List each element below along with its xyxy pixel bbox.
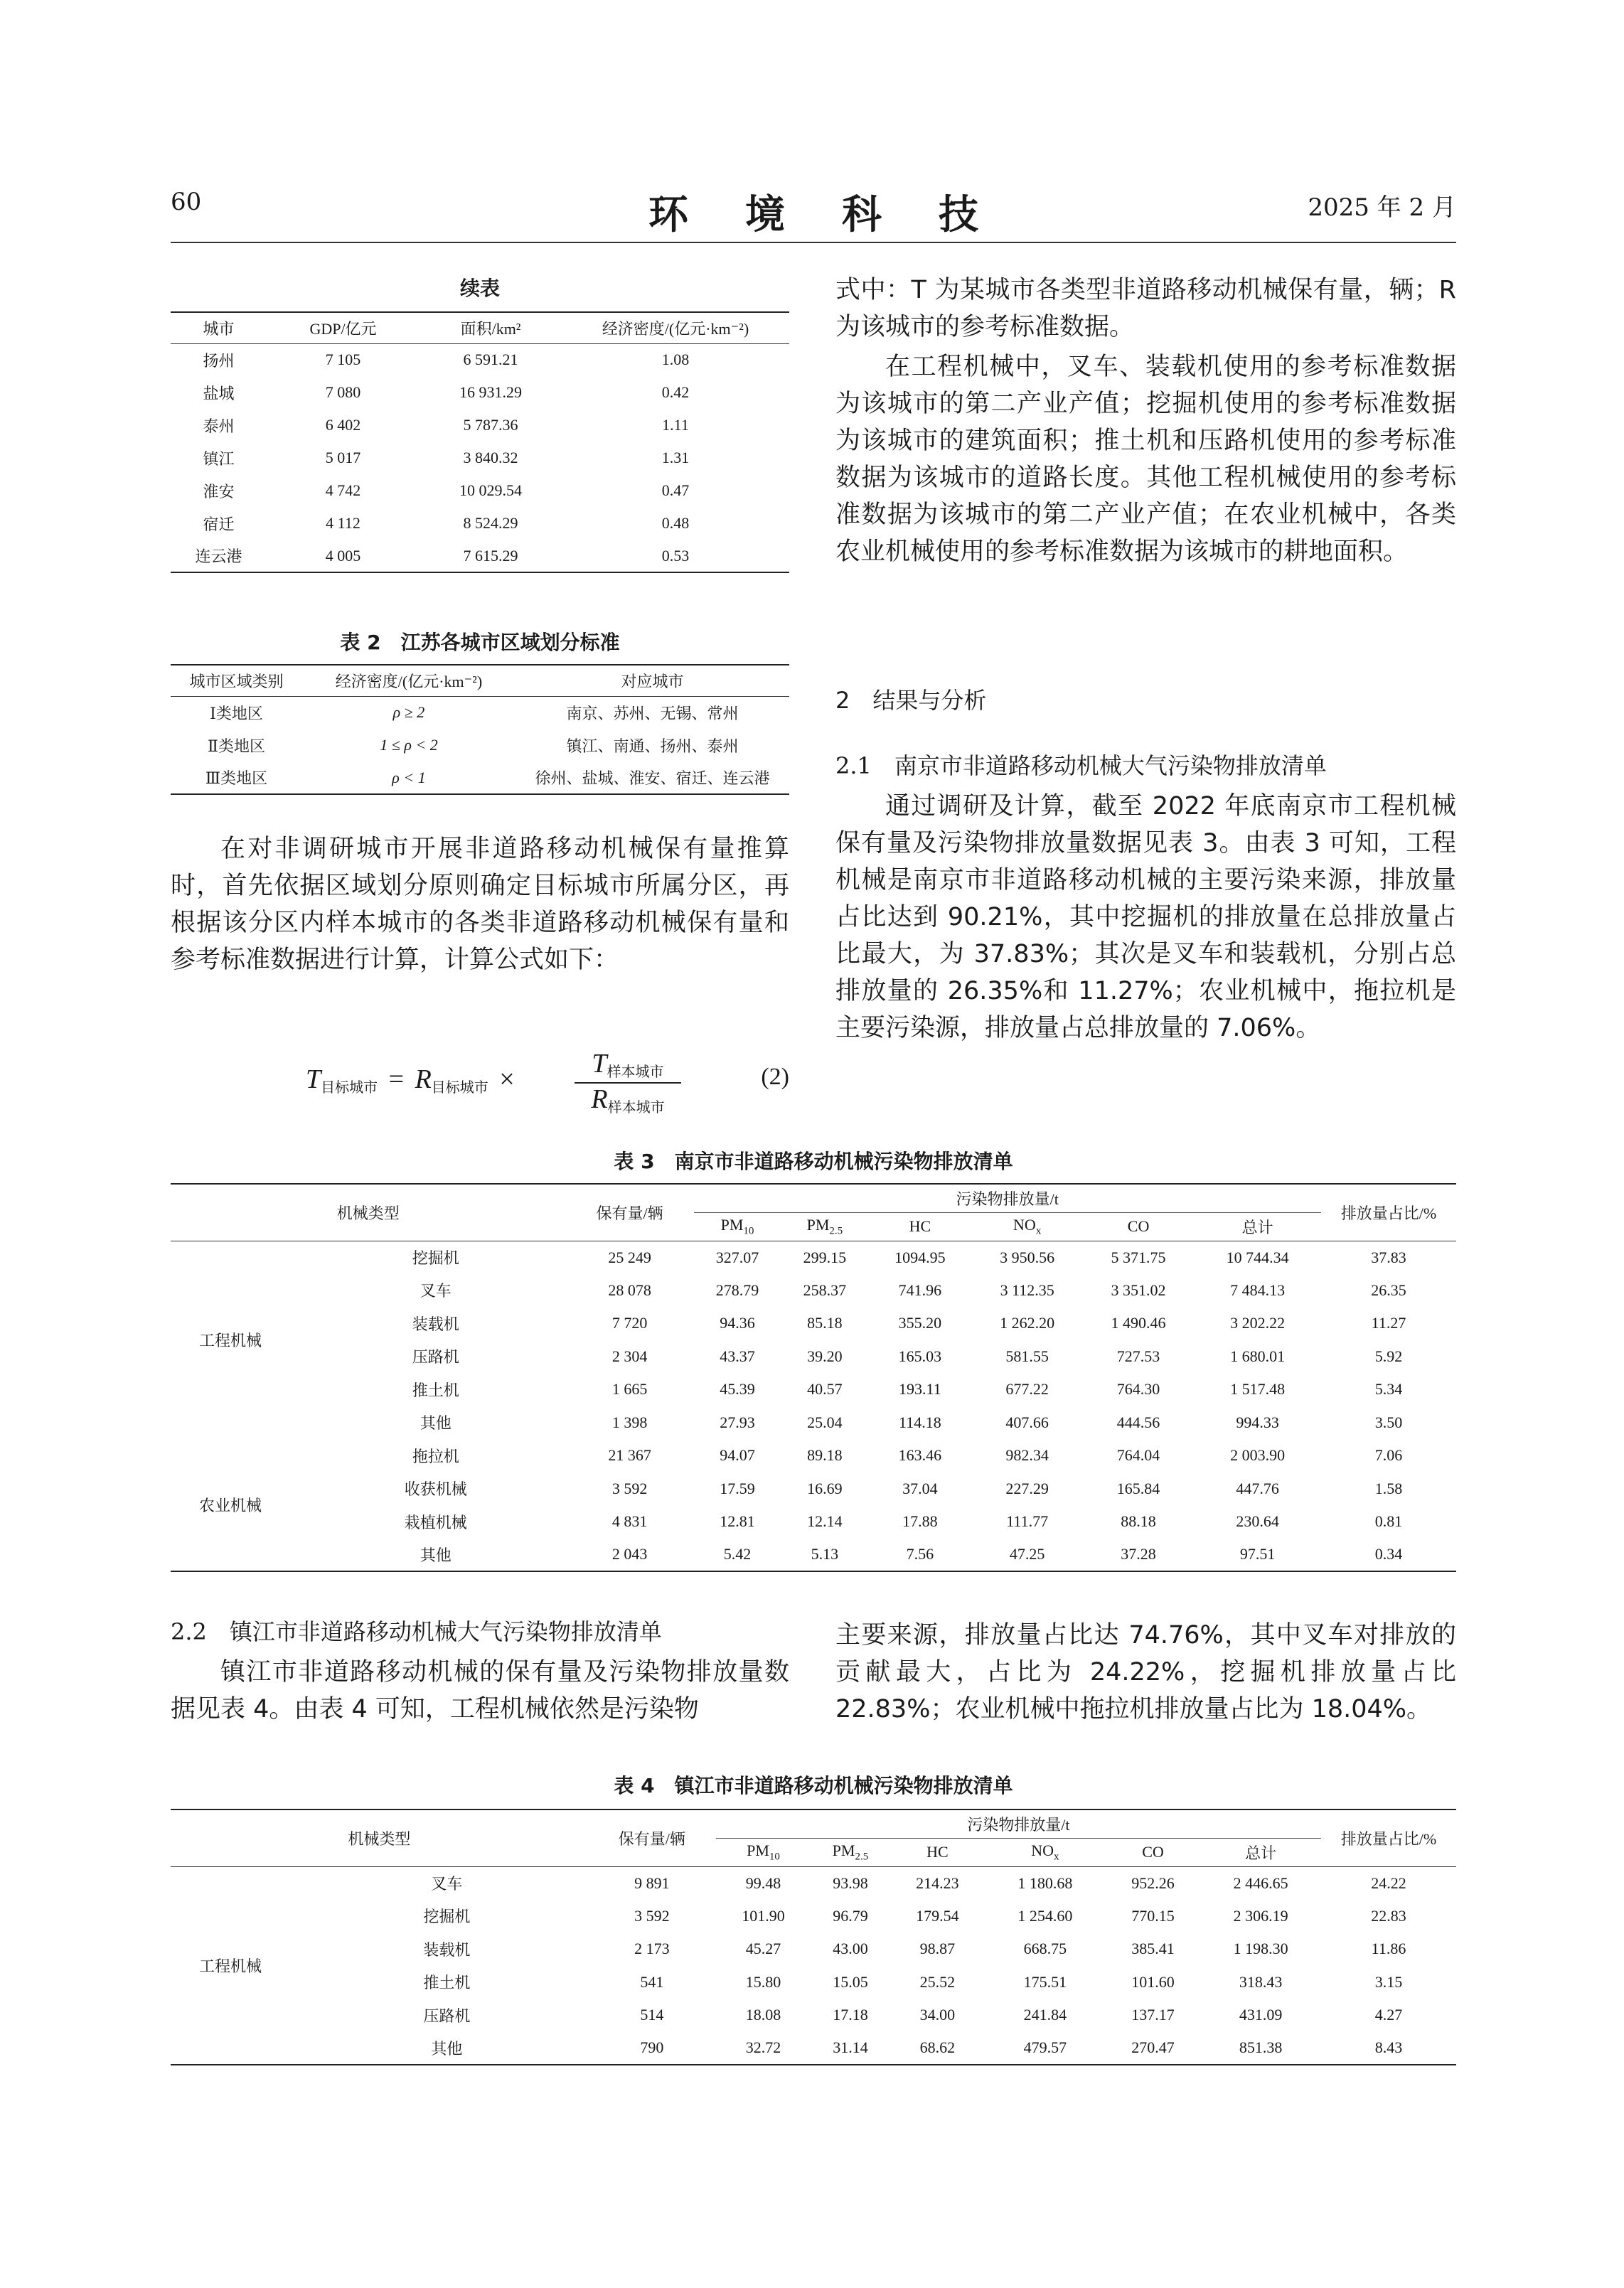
- t4-cell: 31.14: [833, 2038, 868, 2057]
- cont-table-cell: 连云港: [195, 547, 242, 565]
- t3-cell: 677.22: [1005, 1380, 1049, 1399]
- t4-cell: 385.41: [1131, 1940, 1175, 1958]
- t4-cell: 11.86: [1371, 1940, 1406, 1958]
- t3-cell: 89.18: [807, 1446, 843, 1465]
- t3-cell: 0.81: [1374, 1512, 1403, 1531]
- t2-col-density: 经济密度/(亿元·km⁻²): [335, 672, 483, 690]
- t3-cell: 3 202.22: [1230, 1314, 1286, 1332]
- t4-cell: 8.43: [1374, 2038, 1403, 2057]
- t4-cell: 137.17: [1131, 2006, 1175, 2024]
- t3-cell: 1094.95: [894, 1248, 946, 1266]
- t3-cell: 94.36: [720, 1314, 755, 1332]
- section-2-1-heading: 2.1 南京市非道路移动机械大气污染物排放清单: [835, 752, 1327, 779]
- cont-table-cell: 7 105: [325, 351, 361, 369]
- t4-cell: 15.05: [833, 1972, 868, 1991]
- t3-cell: 45.39: [720, 1380, 755, 1399]
- t3-cell: 1 490.46: [1111, 1314, 1166, 1332]
- cont-table-cell: 1.31: [661, 449, 690, 466]
- cont-table-cell: 6 402: [325, 416, 361, 434]
- t4-cell: 挖掘机: [423, 1908, 471, 1926]
- t3-row: [171, 1439, 1456, 1472]
- t3-cell: 994.33: [1236, 1413, 1279, 1431]
- table2-cell: 徐州、盐城、淮安、宿迁、连云港: [535, 769, 770, 787]
- section-2-2-heading: 2.2 镇江市非道路移动机械大气污染物排放清单: [171, 1618, 662, 1645]
- cont-table-cell: 4 742: [325, 481, 361, 499]
- t3-cell: 3 592: [611, 1479, 648, 1497]
- section-2-heading: 2 结果与分析: [835, 687, 987, 714]
- t4-cell: 3 592: [634, 1906, 670, 1925]
- formula-number: (2): [761, 1064, 789, 1090]
- t3-cell: 444.56: [1116, 1413, 1160, 1431]
- t4-cell: 装载机: [423, 1940, 471, 1959]
- t3-cell: 1 398: [611, 1413, 648, 1431]
- t4-cell: 98.87: [919, 1940, 956, 1958]
- cont-col-density: 经济密度/(亿元·km⁻²): [602, 319, 749, 338]
- table3: [171, 1183, 1456, 1572]
- table2-cell: 1 ≤ ρ < 2: [380, 736, 438, 754]
- t3-cell: 收获机械: [404, 1480, 467, 1499]
- t3-cell: 278.79: [715, 1281, 759, 1299]
- t3-cell: 1 517.48: [1230, 1380, 1286, 1399]
- t3-pollutant-header: $PM_{2.5}$: [806, 1215, 843, 1237]
- t3-cell: 764.04: [1116, 1446, 1160, 1465]
- t3-row: [171, 1373, 1456, 1406]
- section-2-2-paragraph: 镇江市非道路移动机械的保有量及污染物排放量数据见表 4。由表 4 可知，工程机械依然是污染物: [171, 1658, 789, 1723]
- t3-cell: 3.50: [1374, 1413, 1403, 1431]
- t4-col-emissions: 污染物排放量/t: [716, 1809, 1321, 1838]
- t3-row: [171, 1505, 1456, 1539]
- t3-cell: 85.18: [807, 1314, 843, 1332]
- t4-cell: 99.48: [745, 1873, 781, 1892]
- t3-cell: 165.03: [898, 1347, 942, 1365]
- t4-cell: 2 306.19: [1233, 1906, 1288, 1925]
- table2-cell: Ⅱ类地区: [208, 737, 265, 755]
- cont-table-row: [171, 409, 789, 442]
- t3-col-stock: 保有量/辆: [566, 1184, 694, 1241]
- t3-cell: 叉车: [420, 1282, 452, 1300]
- t3-col-type: 机械类型: [171, 1184, 566, 1241]
- t4-cell: 43.00: [833, 1940, 868, 1958]
- t3-cell: 1 680.01: [1230, 1347, 1286, 1365]
- t3-cell: 25.04: [807, 1413, 843, 1431]
- t3-cell: 40.57: [807, 1380, 843, 1399]
- t3-cell: 2 003.90: [1230, 1446, 1286, 1465]
- t3-cell: 3 112.35: [1000, 1281, 1054, 1299]
- formula-sub-sample-2: 样本城市: [607, 1098, 665, 1116]
- t3-cell: 5.13: [811, 1545, 839, 1563]
- t4-row: [171, 1966, 1456, 1999]
- t3-cell: 27.93: [720, 1413, 755, 1431]
- cont-col-city: 城市: [203, 319, 235, 338]
- t3-cell: 37.83: [1371, 1248, 1406, 1266]
- t3-cell: 5.92: [1374, 1347, 1403, 1365]
- t4-cell: 1 254.60: [1017, 1906, 1073, 1925]
- cont-table-row: [171, 442, 789, 474]
- t4-row: [171, 1866, 1456, 1900]
- t3-row: [171, 1539, 1456, 1572]
- t4-cell: 514: [640, 2006, 664, 2024]
- t4-cell: 479.57: [1023, 2038, 1067, 2057]
- t4-pollutant-header: CO: [1142, 1843, 1164, 1861]
- t4-cell: 318.43: [1239, 1972, 1283, 1991]
- t3-cell: 17.88: [902, 1512, 938, 1531]
- t3-cell: 25 249: [608, 1248, 651, 1266]
- t4-row: [171, 2032, 1456, 2065]
- t3-group-label: 工程机械: [199, 1332, 262, 1350]
- t3-cell: 299.15: [803, 1248, 847, 1266]
- t2-col-cities: 对应城市: [621, 672, 684, 690]
- t3-cell: 1 262.20: [1000, 1314, 1055, 1332]
- section-2-1-paragraph: 通过调研及计算，截至 2022 年底南京市工程机械保有量及污染物排放量数据见表 3。由表 3 可知，工程机械是南京市非道路移动机械的主要污染来源，排放量占比达到 90.21%，其中挖掘机的排放量在总排放量占比最大，为 37.83%；其次是叉车和装载机，分别占总排放量的 26.35%和 11.27%；农业机械中，拖拉机是主要污染源，排放量占总排放量的 7.06%。: [835, 792, 1456, 1042]
- right-para-1: 式中：T 为某城市各类型非道路移动机械保有量，辆；R 为该城市的参考标准数据。: [835, 276, 1456, 341]
- cont-table-cell: 0.48: [661, 514, 690, 532]
- t4-col-share: 排放量占比/%: [1321, 1809, 1456, 1866]
- t3-row: [171, 1406, 1456, 1440]
- t4-cell: 4.27: [1374, 2006, 1403, 2024]
- t4-cell: 96.79: [833, 1906, 868, 1925]
- table4-caption: 表 4 镇江市非道路移动机械污染物排放清单: [614, 1774, 1013, 1797]
- header-rule: [171, 242, 1456, 243]
- cont-table-row: [171, 540, 789, 572]
- page-header: [171, 183, 1456, 240]
- cont-table-cell: 泰州: [203, 417, 235, 435]
- t4-cell: 3.15: [1374, 1972, 1403, 1991]
- t3-row: [171, 1307, 1456, 1340]
- t3-cell: 21 367: [608, 1446, 651, 1465]
- t3-cell: 其他: [420, 1546, 452, 1564]
- cont-table-cell: 1.08: [661, 351, 690, 369]
- t3-cell: 17.59: [720, 1479, 755, 1497]
- cont-table-cell: 盐城: [203, 384, 235, 402]
- t3-cell: 165.84: [1116, 1479, 1160, 1497]
- formula-times: ×: [499, 1064, 515, 1094]
- table2-cell: 南京、苏州、无锡、常州: [566, 704, 739, 722]
- t4-pollutant-header: $PM_{2.5}$: [832, 1841, 869, 1863]
- formula-sub-target-2: 目标城市: [431, 1079, 488, 1096]
- t4-pollutant-header: 总计: [1245, 1844, 1277, 1862]
- t3-group-label: 农业机械: [199, 1497, 262, 1514]
- t3-cell: 227.29: [1005, 1479, 1049, 1497]
- t3-col-share: 排放量占比/%: [1321, 1184, 1456, 1241]
- cont-table-cell: 1.11: [662, 416, 689, 434]
- t3-cell: 43.37: [720, 1347, 755, 1365]
- formula-fraction: [575, 1048, 681, 1116]
- t4-cell: 101.90: [742, 1906, 785, 1925]
- table4: [171, 1809, 1456, 2065]
- t4-cell: 93.98: [833, 1873, 868, 1892]
- t3-pollutant-header: $NO_x$: [1013, 1215, 1042, 1237]
- t3-cell: 压路机: [412, 1348, 459, 1367]
- cont-col-area: 面积/km²: [460, 319, 521, 338]
- table2-cell: ρ < 1: [392, 768, 426, 786]
- cont-col-gdp: GDP/亿元: [309, 319, 377, 338]
- table2-cell: 镇江、南通、扬州、泰州: [566, 737, 739, 755]
- t4-row: [171, 1999, 1456, 2032]
- cont-table-cell: 0.42: [661, 383, 690, 401]
- table2-cell: Ⅲ类地区: [205, 769, 268, 787]
- cont-table-row: [171, 474, 789, 507]
- t3-cell: 7.56: [906, 1545, 934, 1563]
- table2: [171, 664, 789, 795]
- t4-pollutant-header: $PM_{10}$: [747, 1841, 780, 1863]
- t3-row: [171, 1241, 1456, 1274]
- journal-title: 环境科技: [648, 191, 1035, 238]
- t4-cell: 101.60: [1131, 1972, 1175, 1991]
- cont-table-caption: 续表: [459, 277, 500, 300]
- t3-cell: 114.18: [899, 1413, 941, 1431]
- t3-cell: 16.69: [807, 1479, 843, 1497]
- t3-cell: 推土机: [412, 1381, 459, 1399]
- t4-cell: 68.62: [919, 2038, 956, 2057]
- t3-cell: 0.34: [1374, 1545, 1403, 1563]
- t3-cell: 7 484.13: [1230, 1281, 1286, 1299]
- t3-cell: 327.07: [715, 1248, 759, 1266]
- t4-cell: 24.22: [1371, 1873, 1406, 1892]
- cont-table-cell: 3 840.32: [463, 449, 518, 466]
- t3-cell: 7 720: [611, 1314, 648, 1332]
- t3-cell: 2 304: [611, 1347, 648, 1365]
- cont-table-cell: 4 005: [325, 546, 361, 565]
- t4-pollutant-header: $NO_x$: [1031, 1841, 1059, 1863]
- cont-table-row: [171, 343, 789, 376]
- t4-cell: 45.27: [745, 1940, 781, 1958]
- cont-table-cell: 0.53: [661, 546, 690, 565]
- cont-table-cell: 10 029.54: [459, 481, 522, 499]
- t3-cell: 111.77: [1006, 1512, 1049, 1531]
- t4-cell: 17.18: [833, 2006, 868, 2024]
- t3-cell: 2 043: [611, 1545, 648, 1563]
- t3-cell: 193.11: [899, 1380, 941, 1399]
- t3-row: [171, 1340, 1456, 1374]
- right-para-2: 在工程机械中，叉车、装载机使用的参考标准数据为该城市的第二产业产值；挖掘机使用的参考标准数据为该城市的建筑面积；推土机和压路机使用的参考标准数据为该城市的道路长度。其他工程机械使用的参考标准数据为该城市的第二产业产值；在农业机械中，各类农业机械使用的参考标准数据为该城市的耕地面积。: [835, 353, 1456, 566]
- t3-cell: 94.07: [720, 1446, 755, 1465]
- table3-caption: 表 3 南京市非道路移动机械污染物排放清单: [614, 1150, 1013, 1173]
- t4-col-type: 机械类型: [171, 1809, 588, 1866]
- t3-cell: 764.30: [1116, 1380, 1160, 1399]
- t3-cell: 37.04: [902, 1479, 938, 1497]
- t4-cell: 2 173: [634, 1940, 670, 1958]
- t3-cell: 5 371.75: [1111, 1248, 1166, 1266]
- t3-row: [171, 1472, 1456, 1506]
- t3-row: [171, 1274, 1456, 1308]
- t3-cell: 其他: [420, 1414, 452, 1433]
- formula-t: T: [306, 1064, 321, 1094]
- cont-table-row: [171, 507, 789, 540]
- t3-cell: 12.14: [807, 1512, 843, 1531]
- table2-cell: Ⅰ类地区: [210, 704, 263, 722]
- t3-pollutant-header: HC: [909, 1217, 931, 1235]
- t3-cell: 5.34: [1374, 1380, 1403, 1399]
- page-number: 60: [171, 188, 202, 216]
- formula-sub-sample: 样本城市: [607, 1063, 664, 1080]
- t3-cell: 37.28: [1121, 1545, 1156, 1563]
- formula-eq: =: [388, 1064, 405, 1094]
- t3-col-emissions: 污染物排放量/t: [694, 1184, 1321, 1212]
- t4-cell: 431.09: [1239, 2006, 1283, 2024]
- table2-caption: 表 2 江苏各城市区域划分标准: [340, 631, 620, 654]
- t3-cell: 581.55: [1005, 1347, 1049, 1365]
- t4-col-stock: 保有量/辆: [588, 1809, 716, 1866]
- t3-cell: 982.34: [1005, 1446, 1049, 1465]
- t3-cell: 28 078: [608, 1281, 651, 1299]
- cont-table-cell: 宿迁: [203, 515, 235, 533]
- cont-table-cell: 0.47: [661, 481, 690, 499]
- table2-row: [171, 696, 789, 729]
- t4-group-label: 工程机械: [199, 1957, 262, 1975]
- t4-cell: 34.00: [919, 2006, 956, 2024]
- cont-table-row: [171, 376, 789, 409]
- t3-cell: 5.42: [723, 1545, 752, 1563]
- t4-row: [171, 1900, 1456, 1933]
- formula-sub-target: 目标城市: [321, 1079, 378, 1096]
- t3-cell: 拖拉机: [412, 1447, 459, 1465]
- t4-cell: 15.80: [745, 1972, 781, 1991]
- t4-cell: 214.23: [916, 1873, 959, 1892]
- t4-cell: 952.26: [1131, 1873, 1175, 1892]
- t2-col-category: 城市区域类别: [189, 672, 284, 690]
- formula-2: [171, 1048, 789, 1119]
- t4-cell: 9 891: [634, 1873, 670, 1892]
- t3-cell: 88.18: [1121, 1512, 1156, 1531]
- t4-cell: 其他: [431, 2039, 463, 2058]
- t3-cell: 装载机: [412, 1315, 459, 1333]
- t4-cell: 32.72: [745, 2038, 781, 2057]
- cont-table-cell: 5 017: [325, 449, 361, 466]
- t3-cell: 11.27: [1371, 1314, 1406, 1332]
- cont-table-cell: 7 080: [325, 383, 361, 401]
- t4-pollutant-header: HC: [926, 1843, 949, 1861]
- t4-cell: 668.75: [1023, 1940, 1067, 1958]
- t4-cell: 270.47: [1131, 2038, 1175, 2057]
- t3-cell: 727.53: [1116, 1347, 1160, 1365]
- t4-cell: 18.08: [745, 2006, 781, 2024]
- t3-cell: 26.35: [1371, 1281, 1406, 1299]
- t4-cell: 叉车: [431, 1875, 463, 1893]
- t3-cell: 230.64: [1236, 1512, 1279, 1531]
- t3-cell: 1 665: [611, 1380, 648, 1399]
- t3-cell: 3 950.56: [1000, 1248, 1055, 1266]
- t3-cell: 7.06: [1374, 1446, 1403, 1465]
- cont-table-cell: 7 615.29: [463, 546, 518, 565]
- t4-row: [171, 1932, 1456, 1966]
- t3-pollutant-header: CO: [1127, 1217, 1150, 1235]
- t3-cell: 407.66: [1005, 1413, 1049, 1431]
- formula-den-r: R: [591, 1084, 608, 1114]
- t3-cell: 栽植机械: [404, 1513, 467, 1531]
- t3-cell: 4 831: [611, 1512, 648, 1531]
- cont-table-cell: 淮安: [203, 482, 235, 501]
- t3-cell: 97.51: [1239, 1545, 1276, 1563]
- t4-cell: 25.52: [919, 1972, 956, 1991]
- cont-table-cell: 6 591.21: [463, 351, 518, 369]
- t4-cell: 压路机: [423, 2006, 471, 2025]
- t3-cell: 258.37: [803, 1281, 847, 1299]
- t3-cell: 挖掘机: [412, 1249, 459, 1267]
- t3-cell: 355.20: [898, 1314, 942, 1332]
- formula-num-t: T: [592, 1049, 607, 1079]
- left-paragraph: 在对非调研城市开展非道路移动机械保有量推算时，首先依据区域划分原则确定目标城市所属分区，再根据该分区内样本城市的各类非道路移动机械保有量和参考标准数据进行计算，计算公式如下：: [171, 835, 789, 974]
- cont-table-cell: 4 112: [326, 514, 360, 532]
- t3-pollutant-header: $PM_{10}$: [720, 1215, 754, 1237]
- t3-cell: 10 744.34: [1226, 1248, 1289, 1266]
- t4-cell: 1 180.68: [1017, 1873, 1073, 1892]
- t4-cell: 22.83: [1371, 1906, 1406, 1925]
- t4-cell: 770.15: [1131, 1906, 1175, 1925]
- t3-pollutant-header: 总计: [1241, 1218, 1273, 1236]
- table2-cell: ρ ≥ 2: [392, 703, 425, 722]
- t4-cell: 1 198.30: [1233, 1940, 1288, 1958]
- t3-cell: 163.46: [898, 1446, 942, 1465]
- t4-cell: 175.51: [1023, 1972, 1067, 1991]
- formula-r: R: [415, 1064, 432, 1094]
- t3-cell: 39.20: [807, 1347, 843, 1365]
- t4-cell: 851.38: [1239, 2038, 1283, 2057]
- t4-cell: 推土机: [423, 1974, 471, 1992]
- t3-cell: 12.81: [720, 1512, 755, 1531]
- t3-cell: 47.25: [1009, 1545, 1045, 1563]
- table2-row: [171, 761, 789, 794]
- t3-cell: 3 351.02: [1111, 1281, 1166, 1299]
- section-2-2-paragraph-cont: 主要来源，排放量占比达 74.76%，其中叉车对排放的贡献最大，占比为 24.22%，挖掘机排放量占比 22.83%；农业机械中拖拉机排放量占比为 18.04%。: [835, 1621, 1456, 1723]
- t4-cell: 541: [640, 1972, 664, 1991]
- t4-cell: 2 446.65: [1233, 1873, 1288, 1892]
- issue-date: 2025 年 2 月: [1308, 193, 1456, 222]
- t3-cell: 1.58: [1374, 1479, 1403, 1497]
- t3-cell: 447.76: [1236, 1479, 1279, 1497]
- cont-table-cell: 5 787.36: [463, 416, 518, 434]
- cont-table: [171, 311, 789, 573]
- cont-table-cell: 16 931.29: [459, 383, 522, 401]
- cont-table-cell: 镇江: [203, 449, 235, 468]
- table2-row: [171, 729, 789, 761]
- t4-cell: 179.54: [916, 1906, 959, 1925]
- t4-cell: 790: [640, 2038, 664, 2057]
- t3-cell: 741.96: [898, 1281, 942, 1299]
- cont-table-cell: 扬州: [203, 351, 235, 370]
- t4-cell: 241.84: [1023, 2006, 1067, 2024]
- cont-table-cell: 8 524.29: [463, 514, 518, 532]
